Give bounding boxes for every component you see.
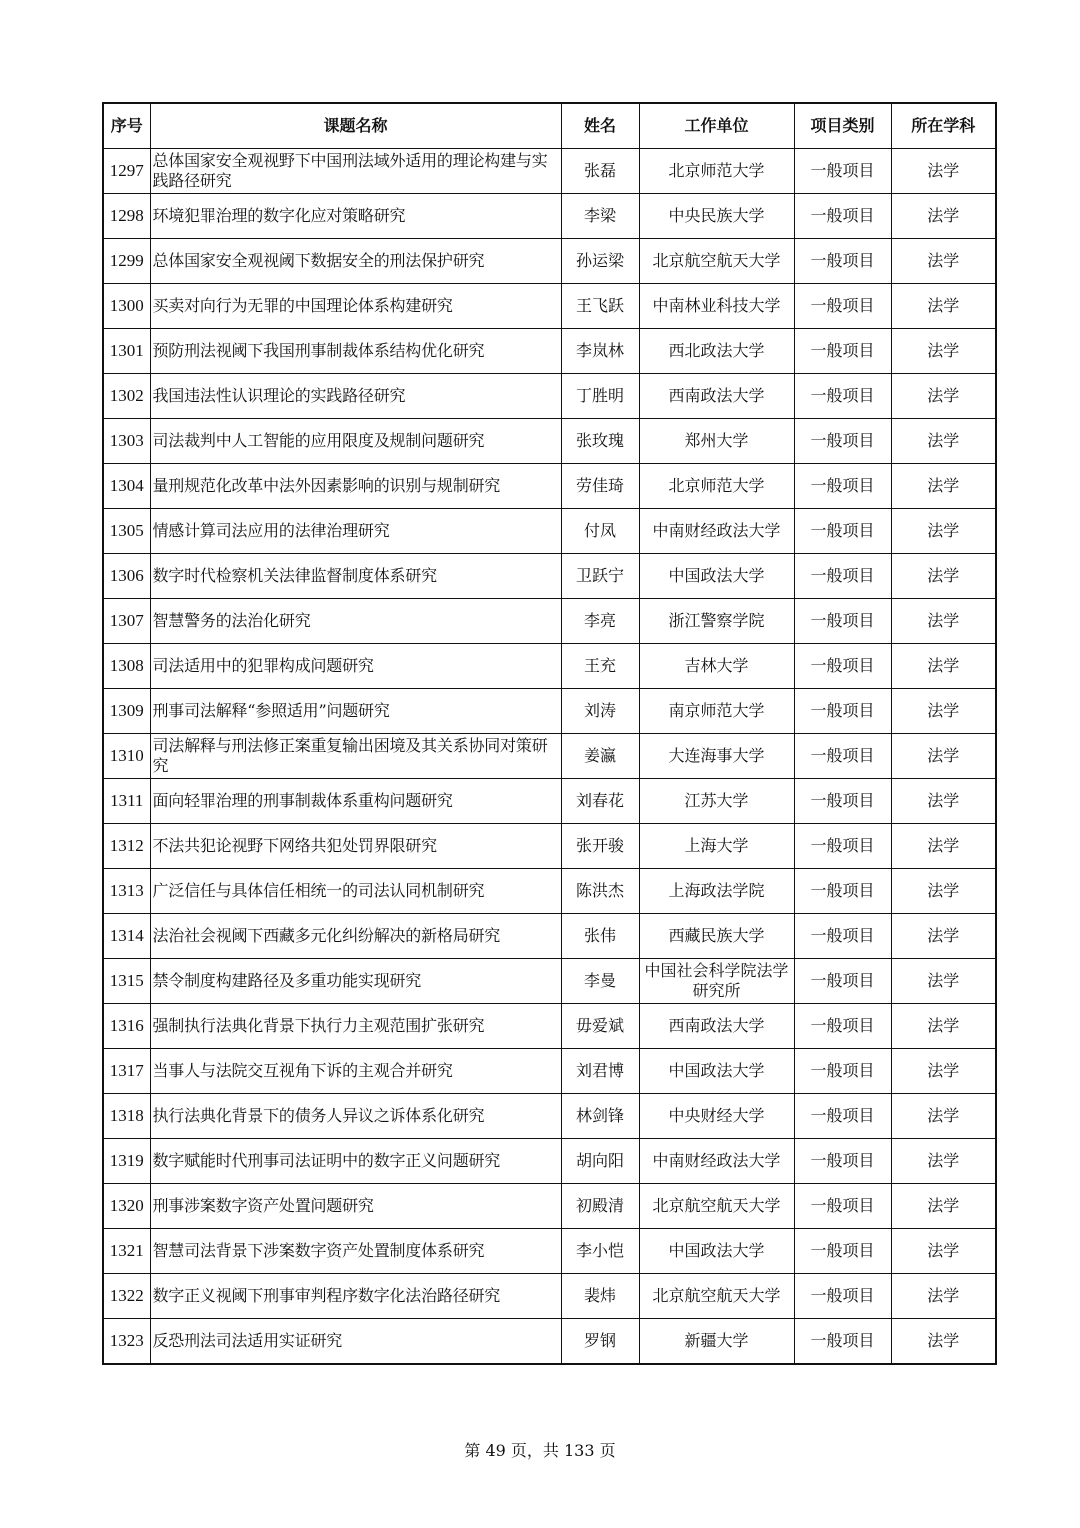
cell-unit: 大连海事大学 bbox=[639, 734, 794, 779]
cell-type: 一般项目 bbox=[794, 419, 891, 464]
project-table bbox=[102, 102, 997, 1365]
cell-title: 买卖对向行为无罪的中国理论体系构建研究 bbox=[150, 284, 561, 329]
table-row bbox=[103, 194, 996, 239]
cell-subject: 法学 bbox=[891, 1319, 996, 1365]
cell-subject: 法学 bbox=[891, 1229, 996, 1274]
cell-seq: 1301 bbox=[103, 329, 150, 374]
cell-name: 刘春花 bbox=[561, 779, 639, 824]
cell-subject: 法学 bbox=[891, 554, 996, 599]
cell-unit: 上海大学 bbox=[639, 824, 794, 869]
table-row bbox=[103, 419, 996, 464]
cell-unit: 浙江警察学院 bbox=[639, 599, 794, 644]
cell-type: 一般项目 bbox=[794, 644, 891, 689]
cell-seq: 1317 bbox=[103, 1049, 150, 1094]
cell-subject: 法学 bbox=[891, 239, 996, 284]
cell-title: 面向轻罪治理的刑事制裁体系重构问题研究 bbox=[150, 779, 561, 824]
cell-title: 预防刑法视阈下我国刑事制裁体系结构优化研究 bbox=[150, 329, 561, 374]
cell-name: 王充 bbox=[561, 644, 639, 689]
cell-name: 李小恺 bbox=[561, 1229, 639, 1274]
cell-type: 一般项目 bbox=[794, 374, 891, 419]
table-row bbox=[103, 1229, 996, 1274]
cell-name: 付凤 bbox=[561, 509, 639, 554]
cell-title: 智慧司法背景下涉案数字资产处置制度体系研究 bbox=[150, 1229, 561, 1274]
cell-name: 陈洪杰 bbox=[561, 869, 639, 914]
cell-title: 智慧警务的法治化研究 bbox=[150, 599, 561, 644]
table-row bbox=[103, 1184, 996, 1229]
header-title: 课题名称 bbox=[150, 103, 561, 149]
cell-title: 环境犯罪治理的数字化应对策略研究 bbox=[150, 194, 561, 239]
cell-subject: 法学 bbox=[891, 644, 996, 689]
cell-seq: 1302 bbox=[103, 374, 150, 419]
cell-unit: 中南财经政法大学 bbox=[639, 1139, 794, 1184]
cell-name: 姜瀛 bbox=[561, 734, 639, 779]
cell-seq: 1303 bbox=[103, 419, 150, 464]
cell-type: 一般项目 bbox=[794, 734, 891, 779]
cell-title: 数字赋能时代刑事司法证明中的数字正义问题研究 bbox=[150, 1139, 561, 1184]
cell-title: 不法共犯论视野下网络共犯处罚界限研究 bbox=[150, 824, 561, 869]
cell-seq: 1308 bbox=[103, 644, 150, 689]
cell-seq: 1309 bbox=[103, 689, 150, 734]
cell-name: 刘涛 bbox=[561, 689, 639, 734]
cell-subject: 法学 bbox=[891, 689, 996, 734]
cell-type: 一般项目 bbox=[794, 779, 891, 824]
cell-title: 禁令制度构建路径及多重功能实现研究 bbox=[150, 959, 561, 1004]
cell-type: 一般项目 bbox=[794, 239, 891, 284]
cell-unit: 南京师范大学 bbox=[639, 689, 794, 734]
table-row bbox=[103, 374, 996, 419]
cell-subject: 法学 bbox=[891, 1184, 996, 1229]
cell-name: 李梁 bbox=[561, 194, 639, 239]
cell-title: 刑事涉案数字资产处置问题研究 bbox=[150, 1184, 561, 1229]
cell-type: 一般项目 bbox=[794, 1274, 891, 1319]
header-subject: 所在学科 bbox=[891, 103, 996, 149]
table-row bbox=[103, 509, 996, 554]
table-row bbox=[103, 824, 996, 869]
cell-name: 王飞跃 bbox=[561, 284, 639, 329]
cell-type: 一般项目 bbox=[794, 1094, 891, 1139]
cell-type: 一般项目 bbox=[794, 959, 891, 1004]
cell-name: 李曼 bbox=[561, 959, 639, 1004]
cell-title: 情感计算司法应用的法律治理研究 bbox=[150, 509, 561, 554]
table-row bbox=[103, 149, 996, 194]
cell-title: 司法适用中的犯罪构成问题研究 bbox=[150, 644, 561, 689]
cell-type: 一般项目 bbox=[794, 329, 891, 374]
cell-seq: 1318 bbox=[103, 1094, 150, 1139]
cell-subject: 法学 bbox=[891, 419, 996, 464]
cell-subject: 法学 bbox=[891, 1004, 996, 1049]
cell-unit: 上海政法学院 bbox=[639, 869, 794, 914]
cell-name: 林剑锋 bbox=[561, 1094, 639, 1139]
cell-title: 法治社会视阈下西藏多元化纠纷解决的新格局研究 bbox=[150, 914, 561, 959]
cell-name: 裴炜 bbox=[561, 1274, 639, 1319]
cell-name: 胡向阳 bbox=[561, 1139, 639, 1184]
header-type: 项目类别 bbox=[794, 103, 891, 149]
cell-title: 司法裁判中人工智能的应用限度及规制问题研究 bbox=[150, 419, 561, 464]
table-header-row bbox=[103, 103, 996, 149]
cell-unit: 中国社会科学院法学研究所 bbox=[639, 959, 794, 1004]
table-row bbox=[103, 1139, 996, 1184]
page-footer: 第 49 页，共 133 页 bbox=[464, 1441, 616, 1460]
cell-name: 张玫瑰 bbox=[561, 419, 639, 464]
cell-subject: 法学 bbox=[891, 1139, 996, 1184]
cell-seq: 1314 bbox=[103, 914, 150, 959]
cell-seq: 1311 bbox=[103, 779, 150, 824]
table-row bbox=[103, 869, 996, 914]
cell-seq: 1300 bbox=[103, 284, 150, 329]
table-row bbox=[103, 464, 996, 509]
table-row bbox=[103, 599, 996, 644]
cell-seq: 1299 bbox=[103, 239, 150, 284]
cell-type: 一般项目 bbox=[794, 1319, 891, 1365]
cell-seq: 1298 bbox=[103, 194, 150, 239]
cell-title: 数字正义视阈下刑事审判程序数字化法治路径研究 bbox=[150, 1274, 561, 1319]
cell-seq: 1305 bbox=[103, 509, 150, 554]
cell-name: 罗钢 bbox=[561, 1319, 639, 1365]
cell-name: 张开骏 bbox=[561, 824, 639, 869]
cell-type: 一般项目 bbox=[794, 284, 891, 329]
table-row bbox=[103, 959, 996, 1004]
cell-name: 丁胜明 bbox=[561, 374, 639, 419]
cell-unit: 吉林大学 bbox=[639, 644, 794, 689]
cell-name: 张伟 bbox=[561, 914, 639, 959]
cell-type: 一般项目 bbox=[794, 554, 891, 599]
cell-name: 张磊 bbox=[561, 149, 639, 194]
cell-name: 孙运梁 bbox=[561, 239, 639, 284]
cell-subject: 法学 bbox=[891, 1049, 996, 1094]
cell-unit: 江苏大学 bbox=[639, 779, 794, 824]
cell-type: 一般项目 bbox=[794, 1004, 891, 1049]
cell-subject: 法学 bbox=[891, 779, 996, 824]
cell-seq: 1312 bbox=[103, 824, 150, 869]
cell-subject: 法学 bbox=[891, 374, 996, 419]
cell-subject: 法学 bbox=[891, 1094, 996, 1139]
cell-unit: 西南政法大学 bbox=[639, 1004, 794, 1049]
cell-title: 司法解释与刑法修正案重复输出困境及其关系协同对策研究 bbox=[150, 734, 561, 779]
cell-unit: 北京师范大学 bbox=[639, 149, 794, 194]
table-row bbox=[103, 914, 996, 959]
table-row bbox=[103, 554, 996, 599]
cell-type: 一般项目 bbox=[794, 194, 891, 239]
table-row bbox=[103, 284, 996, 329]
cell-seq: 1310 bbox=[103, 734, 150, 779]
cell-name: 劳佳琦 bbox=[561, 464, 639, 509]
header-name: 姓名 bbox=[561, 103, 639, 149]
cell-name: 李岚林 bbox=[561, 329, 639, 374]
cell-unit: 中南财经政法大学 bbox=[639, 509, 794, 554]
cell-title: 总体国家安全观视阈下数据安全的刑法保护研究 bbox=[150, 239, 561, 284]
cell-seq: 1315 bbox=[103, 959, 150, 1004]
cell-seq: 1322 bbox=[103, 1274, 150, 1319]
cell-subject: 法学 bbox=[891, 824, 996, 869]
cell-unit: 西藏民族大学 bbox=[639, 914, 794, 959]
cell-seq: 1297 bbox=[103, 149, 150, 194]
cell-type: 一般项目 bbox=[794, 869, 891, 914]
cell-type: 一般项目 bbox=[794, 509, 891, 554]
table-row bbox=[103, 1094, 996, 1139]
cell-unit: 中南林业科技大学 bbox=[639, 284, 794, 329]
cell-subject: 法学 bbox=[891, 149, 996, 194]
table-row bbox=[103, 644, 996, 689]
cell-subject: 法学 bbox=[891, 194, 996, 239]
cell-seq: 1319 bbox=[103, 1139, 150, 1184]
cell-seq: 1320 bbox=[103, 1184, 150, 1229]
table-body bbox=[103, 149, 996, 1365]
cell-name: 卫跃宁 bbox=[561, 554, 639, 599]
cell-unit: 北京航空航天大学 bbox=[639, 1184, 794, 1229]
cell-type: 一般项目 bbox=[794, 824, 891, 869]
cell-title: 我国违法性认识理论的实践路径研究 bbox=[150, 374, 561, 419]
header-seq: 序号 bbox=[103, 103, 150, 149]
cell-type: 一般项目 bbox=[794, 1229, 891, 1274]
cell-seq: 1306 bbox=[103, 554, 150, 599]
cell-title: 总体国家安全观视野下中国刑法域外适用的理论构建与实践路径研究 bbox=[150, 149, 561, 194]
cell-title: 量刑规范化改革中法外因素影响的识别与规制研究 bbox=[150, 464, 561, 509]
cell-unit: 北京航空航天大学 bbox=[639, 1274, 794, 1319]
cell-seq: 1313 bbox=[103, 869, 150, 914]
table-row bbox=[103, 1274, 996, 1319]
table-row bbox=[103, 329, 996, 374]
cell-type: 一般项目 bbox=[794, 1049, 891, 1094]
cell-title: 反恐刑法司法适用实证研究 bbox=[150, 1319, 561, 1365]
table-row bbox=[103, 239, 996, 284]
cell-seq: 1307 bbox=[103, 599, 150, 644]
table-row bbox=[103, 1049, 996, 1094]
cell-seq: 1321 bbox=[103, 1229, 150, 1274]
cell-subject: 法学 bbox=[891, 1274, 996, 1319]
cell-subject: 法学 bbox=[891, 284, 996, 329]
cell-unit: 北京师范大学 bbox=[639, 464, 794, 509]
cell-unit: 新疆大学 bbox=[639, 1319, 794, 1365]
cell-type: 一般项目 bbox=[794, 464, 891, 509]
table-row bbox=[103, 689, 996, 734]
cell-subject: 法学 bbox=[891, 509, 996, 554]
cell-unit: 中国政法大学 bbox=[639, 1229, 794, 1274]
cell-unit: 中国政法大学 bbox=[639, 1049, 794, 1094]
cell-title: 数字时代检察机关法律监督制度体系研究 bbox=[150, 554, 561, 599]
header-unit: 工作单位 bbox=[639, 103, 794, 149]
cell-unit: 北京航空航天大学 bbox=[639, 239, 794, 284]
cell-name: 李亮 bbox=[561, 599, 639, 644]
cell-unit: 中央民族大学 bbox=[639, 194, 794, 239]
cell-unit: 西南政法大学 bbox=[639, 374, 794, 419]
table-row bbox=[103, 1004, 996, 1049]
cell-subject: 法学 bbox=[891, 959, 996, 1004]
cell-title: 当事人与法院交互视角下诉的主观合并研究 bbox=[150, 1049, 561, 1094]
cell-name: 刘君博 bbox=[561, 1049, 639, 1094]
cell-seq: 1323 bbox=[103, 1319, 150, 1365]
cell-title: 广泛信任与具体信任相统一的司法认同机制研究 bbox=[150, 869, 561, 914]
cell-name: 初殿清 bbox=[561, 1184, 639, 1229]
cell-subject: 法学 bbox=[891, 329, 996, 374]
cell-type: 一般项目 bbox=[794, 1184, 891, 1229]
cell-subject: 法学 bbox=[891, 869, 996, 914]
cell-seq: 1316 bbox=[103, 1004, 150, 1049]
cell-type: 一般项目 bbox=[794, 1139, 891, 1184]
table-row bbox=[103, 734, 996, 779]
cell-title: 执行法典化背景下的债务人异议之诉体系化研究 bbox=[150, 1094, 561, 1139]
table-row bbox=[103, 779, 996, 824]
cell-unit: 郑州大学 bbox=[639, 419, 794, 464]
cell-subject: 法学 bbox=[891, 914, 996, 959]
cell-name: 毋爱斌 bbox=[561, 1004, 639, 1049]
cell-unit: 中国政法大学 bbox=[639, 554, 794, 599]
cell-type: 一般项目 bbox=[794, 689, 891, 734]
cell-title: 刑事司法解释“参照适用”问题研究 bbox=[150, 689, 561, 734]
cell-unit: 中央财经大学 bbox=[639, 1094, 794, 1139]
cell-title: 强制执行法典化背景下执行力主观范围扩张研究 bbox=[150, 1004, 561, 1049]
cell-seq: 1304 bbox=[103, 464, 150, 509]
cell-subject: 法学 bbox=[891, 734, 996, 779]
cell-unit: 西北政法大学 bbox=[639, 329, 794, 374]
cell-subject: 法学 bbox=[891, 599, 996, 644]
cell-type: 一般项目 bbox=[794, 149, 891, 194]
cell-subject: 法学 bbox=[891, 464, 996, 509]
cell-type: 一般项目 bbox=[794, 914, 891, 959]
cell-type: 一般项目 bbox=[794, 599, 891, 644]
table-row bbox=[103, 1319, 996, 1365]
